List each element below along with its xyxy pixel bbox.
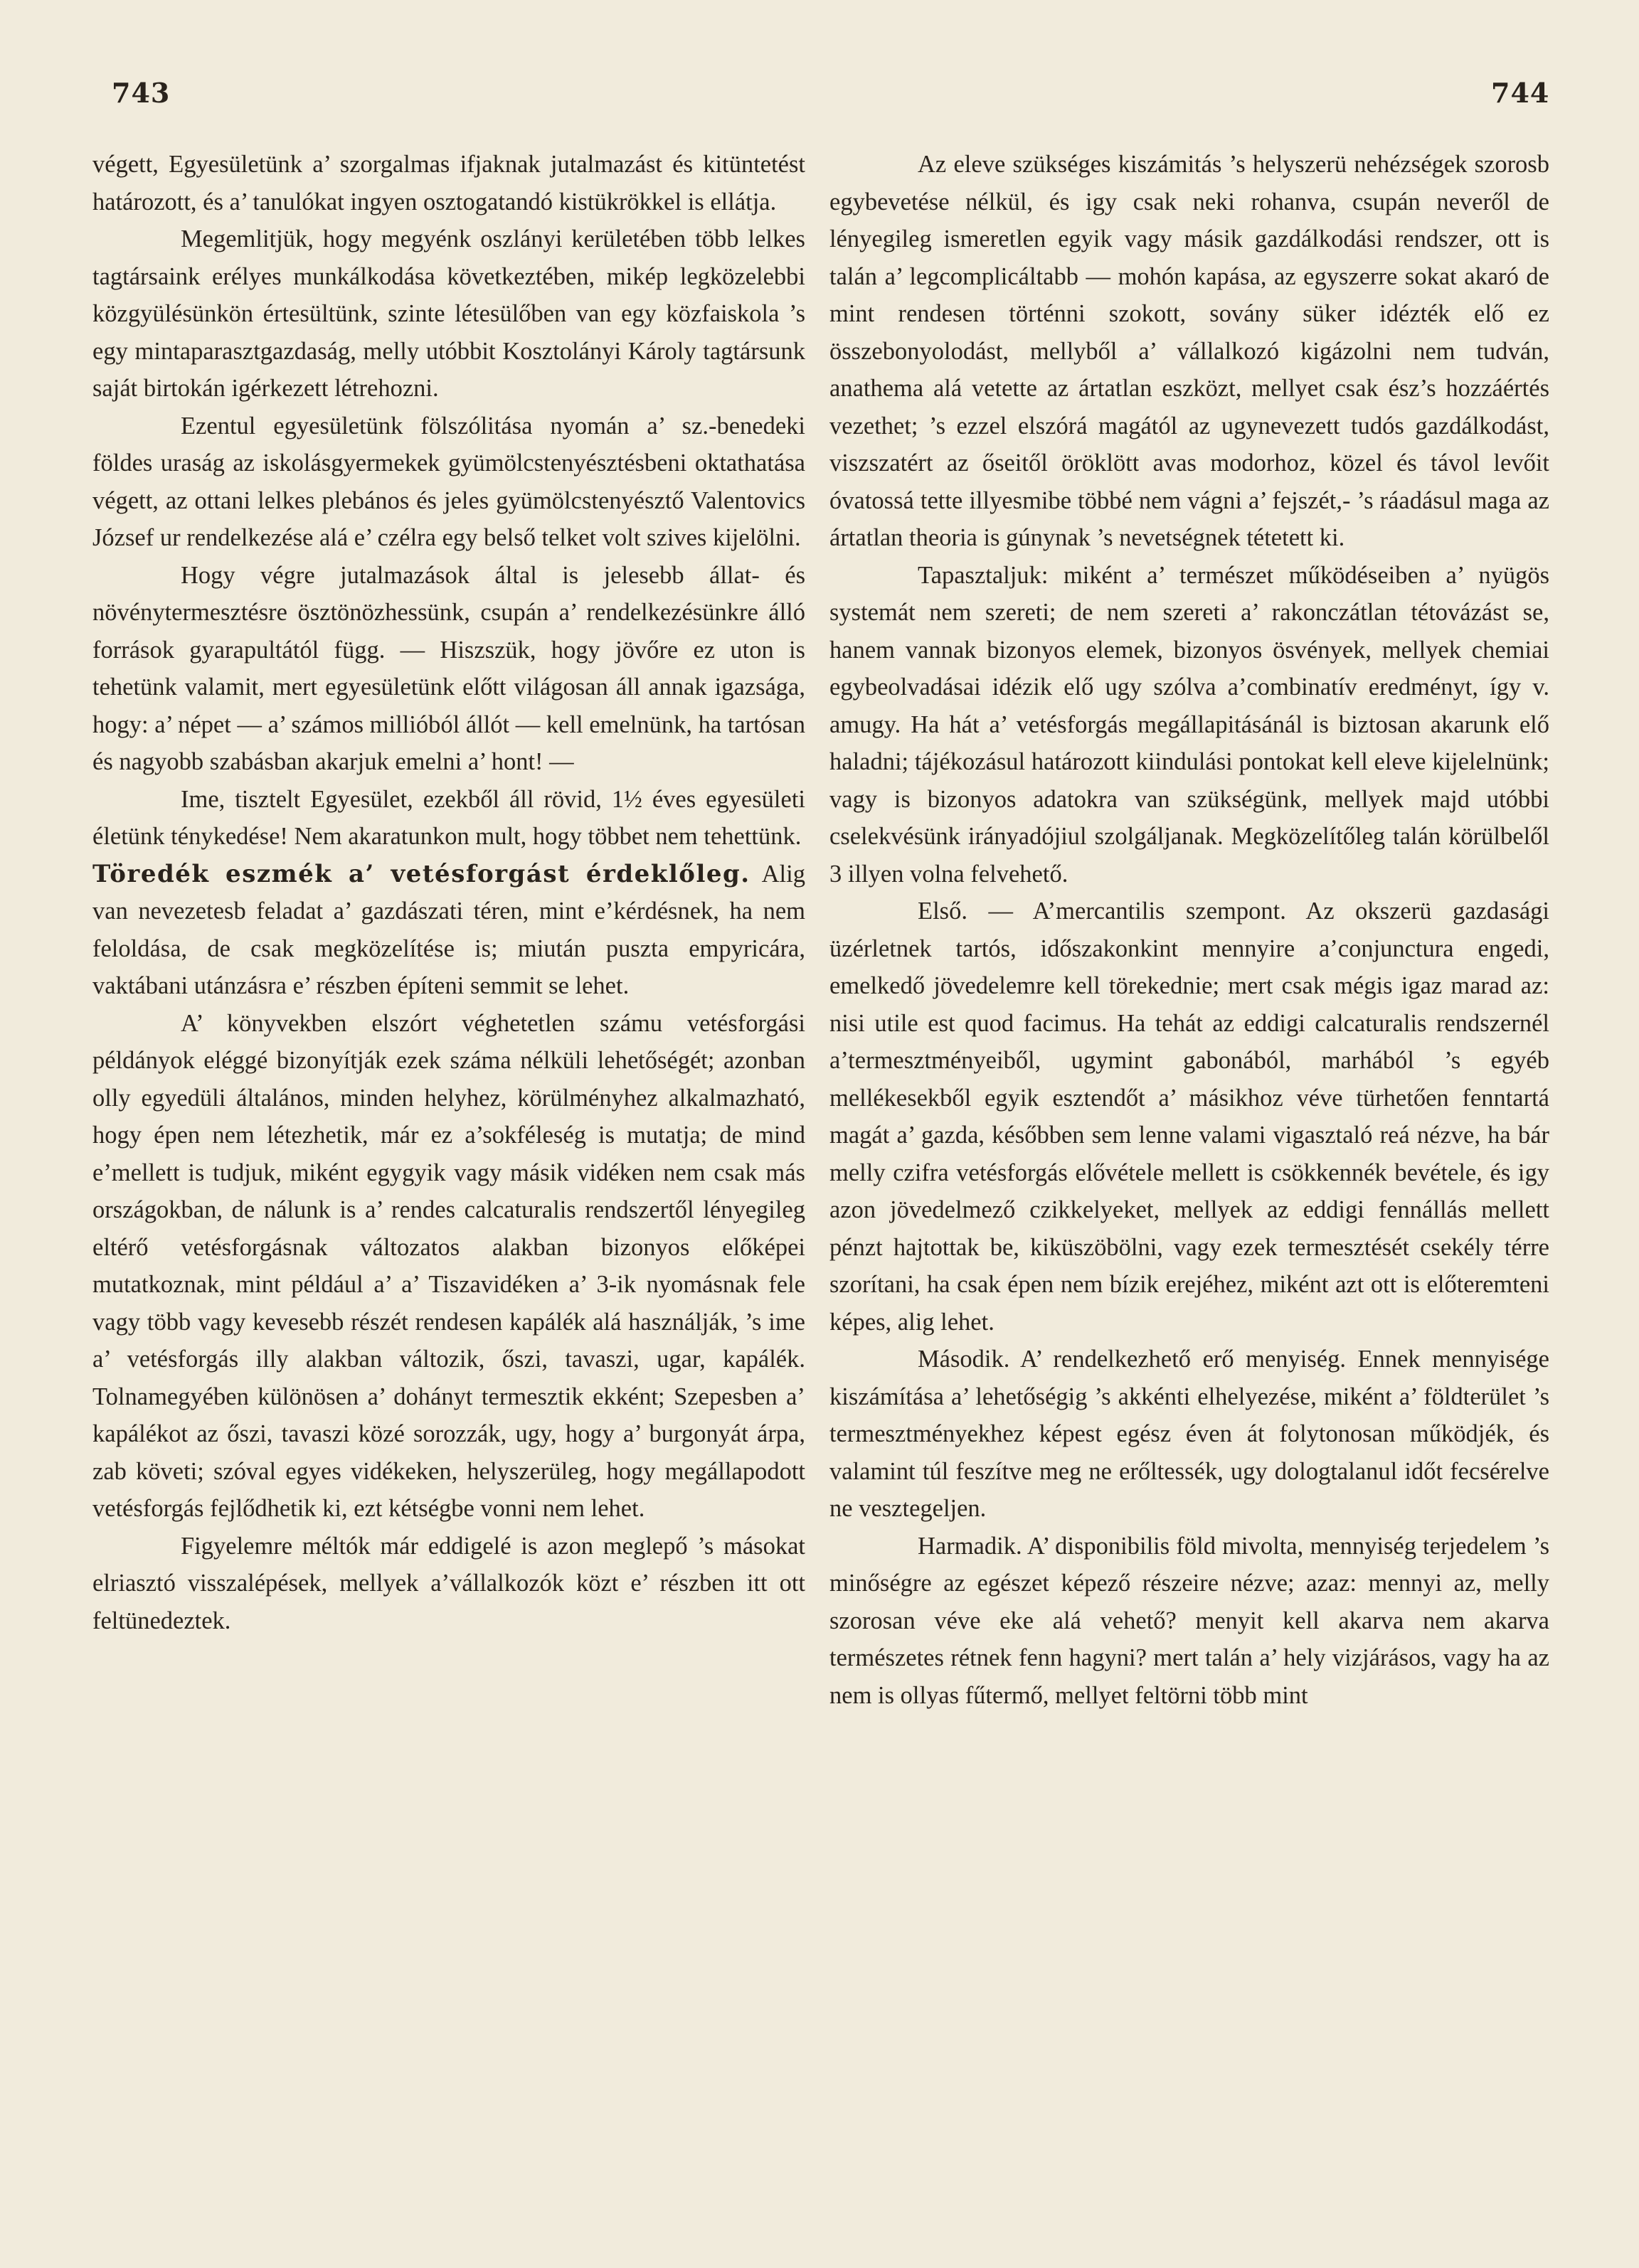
left-column bbox=[92, 146, 805, 1639]
paragraph: Ime, tisztelt Egyesület, ezekből áll rövid, 1½ éves egyesületi életünk ténykedése! Nem akaratunkon mult, hogy többet nem tehettünk. bbox=[92, 785, 805, 850]
paragraph: Az eleve szükséges kiszámitás ’s helyszerü nehézségek szorosb egybevetése nélkül, és igy csak neki rohanva, csupán neveről de lényegileg ismeretlen egyik vagy másik gazdálkodási rendszer, ott is talán a’ legcomplicáltabb — mohón kapása, az egyszerre sokat akaró de mint rendesen történni szokott, sovány süker idézték elő ez összebonyolodást, mellyből a’ vállalkozó kigázolni nem tudván, anathema alá vetette az ártatlan eszközt, mellyet csak ész’s hozzáértés vezethet; ’s ezzel elszórá magától az ugynevezett tudós gazdálkodást, viszszatért az őseitől öröklött avas modorhoz, közel és távol levőit óvatossá tette illyesmibe többé nem vágni a’ fejszét,- ’s ráadásul maga az ártatlan theoria is gúnynak ’s nevetségnek tétetett ki. bbox=[829, 151, 1549, 551]
paragraph: Figyelemre méltók már eddigelé is azon meglepő ’s másokat elriasztó visszalépések, mellyek a’vállalkozók közt e’ részben itt ott feltünedeztek. bbox=[92, 1532, 805, 1634]
paragraph: végett, Egyesületünk a’ szorgalmas ifjaknak jutalmazást és kitüntetést határozott, és a’ tanulókat ingyen osztogatandó kistükrökkel is ellátja. bbox=[92, 151, 805, 215]
paragraph: A’ könyvekben elszórt véghetetlen számu vetésforgási példányok eléggé bizonyítják ezek száma nélküli lehetőségét; azonban olly egyedüli általános, minden helyhez, körülményhez alkalmazható, hogy épen nem létezhetik, már ez a’sokféleség is mutatja; de mind e’mellett is tudjuk, miként egygyik vagy másik vidéken nem csak más országokban, de nálunk is a’ rendes calcaturalis rendszertől lényegileg eltérő vetésforgásnak változatos alakban bizonyos előképei mutatkoznak, mint például a’ a’ Tiszavidéken a’ 3-ik nyomásnak fele vagy több vagy kevesebb részét rendesen kapálék alá használják, ’s ime a’ vetésforgás illy alakban változik, őszi, tavaszi, ugar, kapálék. Tolnamegyében különösen a’ dohányt termesztik ekként; Szepesben a’ kapálékot az őszi, tavaszi közé sorozzák, ugy, hogy a’ burgonyát árpa, zab követi; szóval egyes vidékeken, helyszerüleg, hogy megállapodott vetésforgás fejlődhetik ki, ezt kétségbe vonni nem lehet. bbox=[92, 1009, 805, 1522]
page-number-left: 743 bbox=[112, 77, 171, 109]
paragraph-text: Alig van nevezetesb feladat a’ gazdászati téren, mint e’kérdésnek, ha nem feloldása, de csak megközelítése is; miután puszta empyricára, vaktábani utánzásra e’ részben építeni semmit se lehet. bbox=[92, 860, 805, 999]
right-column bbox=[829, 146, 1549, 1714]
section-heading: Töredék eszmék a’ vetésforgást érdeklőleg. bbox=[92, 859, 750, 888]
paragraph: Megemlitjük, hogy megyénk oszlányi kerületében több lelkes tagtársaink erélyes munkálkodása következtében, mikép legközelebbi közgyülésünkön értesültünk, szinte létesülőben van egy közfaiskola ’s egy mintaparasztgazdaság, melly utóbbit Kosztolányi Károly tagtársunk saját birtokán igérkezett létrehozni. bbox=[92, 225, 805, 402]
paragraph: Tapasztaljuk: miként a’ természet működéseiben a’ nyügös systemát nem szereti; de nem szereti a’ rakonczátlan tétovázást se, hanem vannak bizonyos elemek, bizonyos ösvények, mellyek chemiai egybeolvadásai idézik elő ugy szólva a’combinatív eredményt, így v. amugy. Ha hát a’ vetésforgás megállapitásánál is biztosan akarunk elő haladni; tájékozásul határozott kiindulási pontokat kell eleve kijelelnünk; vagy is bizonyos adatokra van szükségünk, mellyek majd utóbbi cselekvésünk irányadójiul szolgáljanak. Megközelítőleg talán körülbelől 3 illyen volna felvehető. bbox=[829, 561, 1549, 888]
paragraph: Harmadik. A’ disponibilis föld mivolta, mennyiség terjedelem ’s minőségre az egészet képező részeire nézve; azaz: mennyi az, melly szorosan véve eke alá vehető? menyit kell akarva nem akarva természetes rétnek fenn hagyni? mert talán a’ hely vizjárásos, vagy ha az nem is ollyas fűtermő, mellyet feltörni több mint bbox=[829, 1532, 1549, 1709]
section-paragraph bbox=[92, 856, 805, 1005]
page-number-right: 744 bbox=[1491, 77, 1550, 109]
paragraph: Első. — A’mercantilis szempont. Az okszerü gazdasági üzérletnek tartós, időszakonkint mennyire a’conjunctura engedi, emelkedő jövedelemre kell törekednie; mert csak mégis igaz marad az: nisi utile est quod facimus. Ha tehát az eddigi calcaturalis rendszernél a’termesztményeiből, ugymint gabonából, marhából ’s egyéb mellékesekből egyik esztendőt a’ másikhoz véve türhetően fenntartá magát a’ gazda, későbben sem lenne valami vigasztaló reá nézve, ha bár melly czifra vetésforgás elővétele mellett is csökkennék bevétele, és igy azon jövedelmező czikkelyeket, mellyek az eddigi fennállás mellett pénzt hajtottak be, kiküszöbölni, vagy ezek termesztését csekély térre szorítani, ha csak épen nem bízik erejéhez, miként azt ott is előteremteni képes, alig lehet. bbox=[829, 898, 1549, 1336]
paragraph: Hogy végre jutalmazások által is jelesebb állat- és növénytermesztésre ösztönözhessünk, csupán a’ rendelkezésünkre álló források gyarapultától függ. — Hiszszük, hogy jövőre ez uton is tehetünk valamit, mert egyesületünk előtt világosan áll annak igazsága, hogy: a’ népet — a’ számos millióból állót — kell emelnünk, ha tartósan és nagyobb szabásban akarjuk emelni a’ hont! — bbox=[92, 561, 805, 775]
paragraph: Második. A’ rendelkezhető erő menyiség. Ennek mennyisége kiszámítása a’ lehetőségig ’s akkénti elhelyezése, miként a’ földterület ’s termesztményekhez képest egész éven át folytonosan működjék, és valamint túl feszítve meg ne erőltessék, ugy dologtalanul időt fecsérelve ne vesztegeljen. bbox=[829, 1346, 1549, 1522]
paragraph: Ezentul egyesületünk fölszólitása nyomán a’ sz.-benedeki földes uraság az iskolásgyermekek gyümölcstenyésztésbeni oktathatása végett, az ottani lelkes plebános és jeles gyümölcstenyésztő Valentovics József ur rendelkezése alá e’ czélra egy belső telket volt szives kijelölni. bbox=[92, 412, 805, 551]
